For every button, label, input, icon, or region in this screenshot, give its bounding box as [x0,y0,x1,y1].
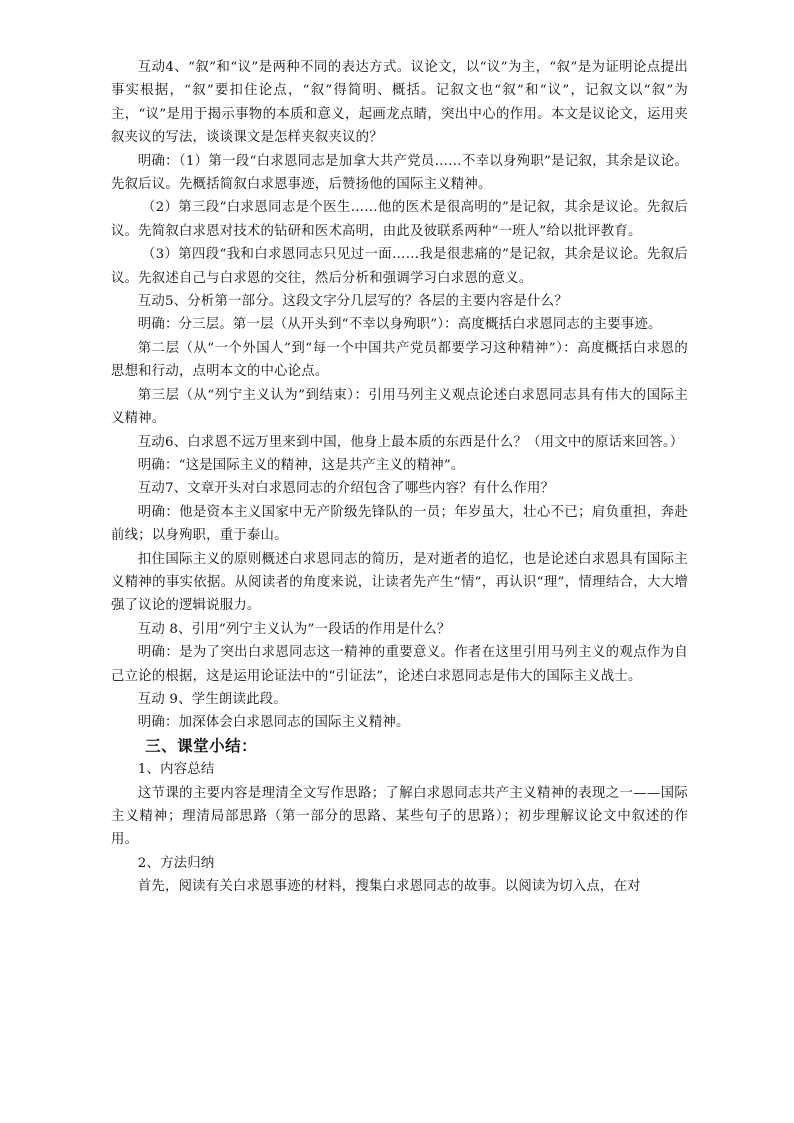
paragraph-interaction-4: 互动4、“叙”和“议”是两种不同的表达方式。议论文，以“议”为主，“叙”是为证明论点提出事实根据，“叙”要扣住论点，“叙”得简明、概括。记叙文也“叙”和“议”，记叙文以“叙”为主，“议”是用于揭示事物的本质和意义，起画龙点睛，突出中心的作用。本文是议论文，运用夹叙夹议的写法，谈谈课文是怎样夹叙夹议的？ [111,60,688,146]
summary-item-2-text: 首先，阅读有关白求恩事迹的材料，搜集白求恩同志的故事。以阅读为切入点，在对 [137,879,641,895]
paragraph-interaction-8: 互动 8、引用“列宁主义认为”一段话的作用是什么？ [137,621,451,637]
paragraph-answer-9: 明确：加深体会白求恩同志的国际主义精神。 [137,715,410,731]
summary-item-1-text: 这节课的主要内容是理清全文写作思路；了解白求恩同志共产主义精神的表现之一——国际主义精神；理清局部思路（第一部分的思路、某些句子的思路）；初步理解议论文中叙述的作用。 [111,785,688,848]
summary-item-1-title: 1、内容总结 [137,762,215,778]
paragraph-layer-3: 第三层（从“列宁主义认为”到结束）：引用马列主义观点论述白求恩同志具有伟大的国际主义精神。 [111,387,688,427]
summary-item-2-title: 2、方法归纳 [137,855,215,871]
paragraph-layer-2: 第二层（从“一个外国人”到“每一个中国共产党员都要学习这种精神”）：高度概括白求恩的思想和行动，点明本文的中心论点。 [111,340,688,380]
paragraph-answer-layer-1: 明确：分三层。第一层（从开头到“不幸以身殉职”）：高度概括白求恩同志的主要事迹。 [137,317,662,333]
paragraph-answer-1: 明确：（1）第一段“白求恩同志是加拿大共产党员……不幸以身殉职”是记叙，其余是议论。先叙后议。先概括简叙白求恩事迹，后赞扬他的国际主义精神。 [111,153,688,193]
paragraph-interaction-5: 互动5、分析第一部分。这段文字分几层写的？各层的主要内容是什么？ [137,294,568,310]
paragraph-answer-6: 明确：“这是国际主义的精神，这是共产主义的精神”。 [137,457,465,473]
section-heading-summary: 三、课堂小结： [145,736,258,755]
paragraph-answer-7: 明确：他是资本主义国家中无产阶级先锋队的一员；年岁虽大，壮心不已；肩负重担，奔赴前线；以身殉职，重于泰山。 [111,504,688,544]
paragraph-answer-7-cont: 扣住国际主义的原则概述白求恩同志的简历，是对逝者的追忆，也是论述白求恩具有国际主义精神的事实依据。从阅读者的角度来说，让读者先产生“情”，再认识“理”，情理结合，大大增强了议论的逻辑说服力。 [111,551,688,614]
paragraph-answer-2: （2）第三段“白求恩同志是个医生……他的医术是很高明的”是记叙，其余是议论。先叙后议。先简叙白求恩对技术的钻研和医术高明，由此及彼联系两种“一班人”给以批评教育。 [111,200,688,239]
paragraph-interaction-7: 互动7、文章开头对白求恩同志的介绍包含了哪些内容？有什么作用？ [137,481,555,497]
paragraph-answer-3: （3）第四段“我和白求恩同志只见过一面……我是很悲痛的”是记叙，其余是议论。先叙后议。先叙述自己与白求恩的交往，然后分析和强调学习白求恩的意义。 [111,247,688,286]
paragraph-interaction-6: 互动6、白求恩不远万里来到中国，他身上最本质的东西是什么？（用文中的原话来回答。） [137,434,684,450]
paragraph-interaction-9: 互动 9、学生朗读此段。 [137,691,287,707]
document-body [111,56,688,899]
paragraph-answer-8: 明确：是为了突出白求恩同志这一精神的重要意义。作者在这里引用马列主义的观点作为自己立论的根据，这是运用论证法中的“引证法”，论述白求恩同志是伟大的国际主义战士。 [111,645,688,684]
